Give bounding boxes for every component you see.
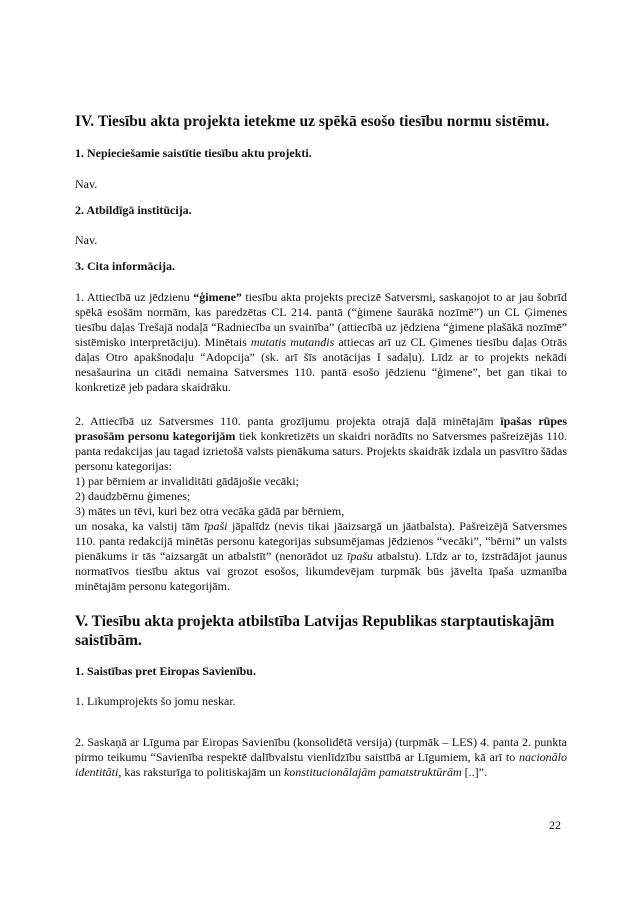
emphasis-term: īpaši [204,519,228,533]
emphasis-term: īpašas rūpes prasošām personu kategorijām [75,414,567,443]
text-run: tiek konkretizēts un skaidri norādīts no Satversmes pašreizējās 110. panta redakcijas jau tagad izrietošā valsts pienākuma saturs. Projekts skaidrāk izdala un pasvītro šādas personu kategorijas: [75,429,568,473]
emphasis-term: īpašu [346,549,373,563]
subsection-2-text: Nav. [75,233,98,247]
category-list [75,474,567,519]
page-number: 22 [549,818,561,832]
text-run: [..]”. [461,765,487,779]
subsection-1-text: Nav. [75,177,98,191]
eu-paragraph-2 [75,735,567,780]
paragraph-special-help [75,519,567,594]
emphasis-term: “ģimene” [193,290,242,304]
text-run: jāpalīdz (nevis tikai jāaizsargā un jāatbalsta). Pašreizējā Satversmes 110. panta redakcijā minētās personu kategorijas subsumējamas jēdzienos “vecāki”, “bērni” un valsts pienākums ir tās “aizsargāt un atbalstīt” (nenorādot uz [75,519,567,563]
subsection-2-title: 2. Atbildīgā institūcija. [75,203,192,217]
text-run: 1. Attiecībā uz jēdzienu [75,290,194,304]
paragraph-family-definition [75,290,567,395]
subsection-1-title: 1. Nepieciešamie saistītie tiesību aktu projekti. [75,146,312,160]
section-5-heading: V. Tiesību akta projekta atbilstība Latvijas Republikas starptautiskajām saistībām. [75,613,555,649]
text-run: attiecas arī uz CL Ģimenes tiesību daļas Otrās daļas Otro apakšnodaļu “Adopcija” (sk. arī šīs anotācijas I sadaļu). Līdz ar to projekts nekādi nesašaurina un citādi nemaina Satversmes 110. pantā esošo jēdzienu “ģimene”, bet gan tikai to konkretizē jeb padara skaidrāku. [75,335,567,394]
eu-obligations-title: 1. Saistības pret Eiropas Savienību. [75,664,256,678]
text-run: 2. Attiecībā uz Satversmes 110. panta grozījumu projekta otrajā daļā minētajām [75,414,501,428]
eu-paragraph-1: 1. Likumprojekts šo jomu neskar. [75,694,236,708]
emphasis-term: nacionālo identitāti [75,750,567,779]
section-4-heading: IV. Tiesību akta projekta ietekme uz spēkā esošo tiesību normu sistēmu. [75,113,550,130]
subsection-3-title: 3. Cita informācija. [75,259,175,273]
text-run: un nosaka, ka valstij tām [75,519,205,533]
list-item: 1) par bērniem ar invaliditāti gādājošie vecāki; [75,474,299,488]
latin-term: mutatis mutandis [250,335,335,349]
text-run: tiesību akta projekts precizē Satversmi, saskaņojot to ar jau šobrīd spēkā esošām normām, kas paredzētas CL 214. pantā (“ģimene šaurākā nozīmē”) un CL Ģimenes tiesību daļas Trešajā nodaļā “Radniecība un svainība” (attiecībā uz jēdziena “ģimene plašākā nozīmē” sistēmisko interpretāciju). Minētais [75,290,567,349]
text-run: atbalstu). Līdz ar to, izstrādājot jaunus normatīvos tiesību aktus vai grozot esošos, likumdevējam turpmāk būs jāvelta īpaša uzmanība minētajām personu kategorijām. [75,549,567,593]
paragraph-special-care [75,414,567,474]
text-run: , kas raksturīga to politiskajām un [118,765,284,779]
text-run: 2. Saskaņā ar Līguma par Eiropas Savienību (konsolidētā versija) (turpmāk – LES) 4. panta 2. punkta pirmo teikumu “Savienība respektē dalībvalstu vienlīdzību saistībā ar Līgumiem, kā arī to [75,735,567,764]
list-item: 2) daudzbērnu ģimenes; [75,489,191,503]
list-item: 3) mātes un tēvi, kuri bez otra vecāka gādā par bērniem, [75,504,345,518]
emphasis-term: konstitucionālajām pamatstruktūrām [283,765,462,779]
